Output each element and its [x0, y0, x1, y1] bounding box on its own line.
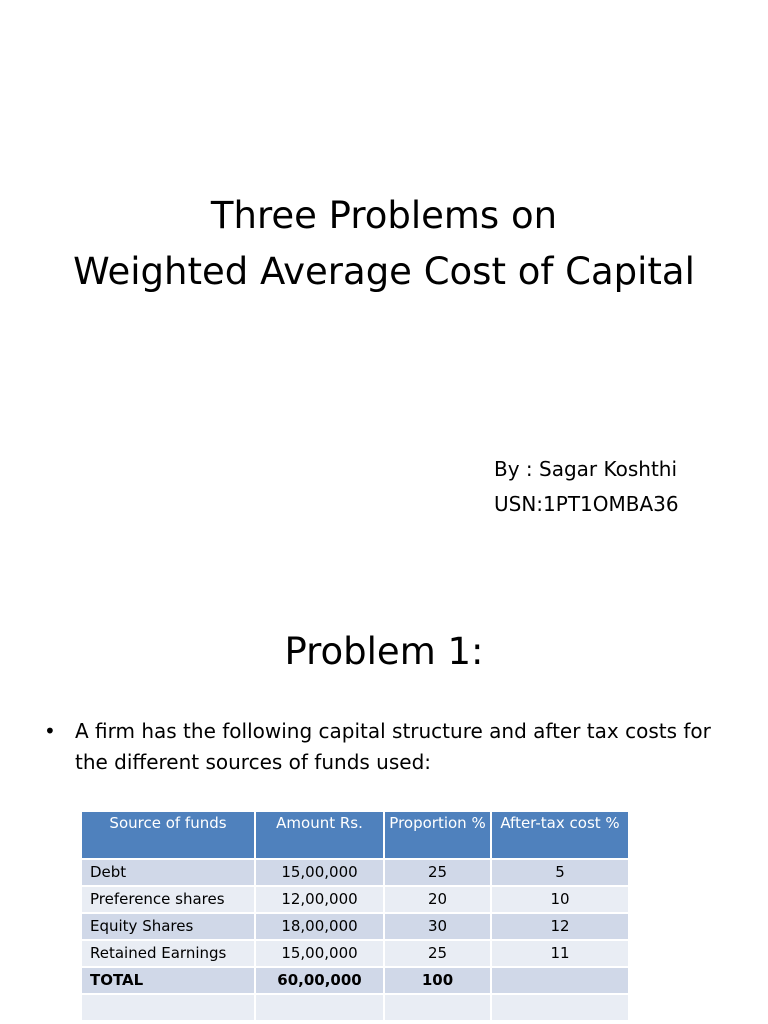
cell-after-tax-cost: 10 [491, 886, 628, 913]
slide-title-line-1 [0, 188, 768, 244]
usn-line: USN:1PT1OMBA36 [494, 492, 679, 516]
cell-proportion: 30 [384, 913, 491, 940]
header-amount: Amount Rs. [255, 812, 384, 859]
bullet-dot-icon: • [44, 719, 56, 743]
cell-amount: 12,00,000 [255, 886, 384, 913]
table-header-row [82, 812, 628, 859]
capital-structure-table [82, 812, 628, 1022]
author-line: By : Sagar Koshthi [494, 457, 678, 481]
title-line-2-text: Weighted Average Cost of Capital [73, 250, 695, 293]
cell-source: Debt [82, 859, 255, 886]
cell-after-tax-cost: 11 [491, 940, 628, 967]
table-row-total [82, 967, 628, 994]
cell-amount: 15,00,000 [255, 859, 384, 886]
table-row [82, 886, 628, 913]
header-source-of-funds: Source of funds [82, 812, 255, 859]
slide-title-line-2 [0, 244, 768, 300]
bullet-item [44, 716, 744, 778]
header-after-tax-cost: After-tax cost % [491, 812, 628, 859]
cell-proportion: 100 [384, 967, 491, 994]
problem-heading: Problem 1: [284, 630, 484, 673]
cell-after-tax-cost: 5 [491, 859, 628, 886]
cell-after-tax-cost: 12 [491, 913, 628, 940]
cell-source: TOTAL [82, 967, 255, 994]
bullet-text: A firm has the following capital structure and after tax costs for the different sources of funds used: [75, 719, 711, 774]
cell-source: Preference shares [82, 886, 255, 913]
table-row [82, 940, 628, 967]
header-proportion: Proportion % [384, 812, 491, 859]
table-row-empty [82, 994, 628, 1021]
cell-proportion: 25 [384, 859, 491, 886]
table-row [82, 913, 628, 940]
cell-source [82, 994, 255, 1021]
cell-after-tax-cost [491, 994, 628, 1021]
table-row [82, 859, 628, 886]
cell-proportion [384, 994, 491, 1021]
title-line-1-text: Three Problems on [210, 194, 558, 237]
cell-after-tax-cost [491, 967, 628, 994]
cell-amount: 15,00,000 [255, 940, 384, 967]
cell-proportion: 20 [384, 886, 491, 913]
cell-proportion: 25 [384, 940, 491, 967]
cell-amount: 60,00,000 [255, 967, 384, 994]
cell-source: Retained Earnings [82, 940, 255, 967]
cell-amount: 18,00,000 [255, 913, 384, 940]
cell-source: Equity Shares [82, 913, 255, 940]
cell-amount [255, 994, 384, 1021]
